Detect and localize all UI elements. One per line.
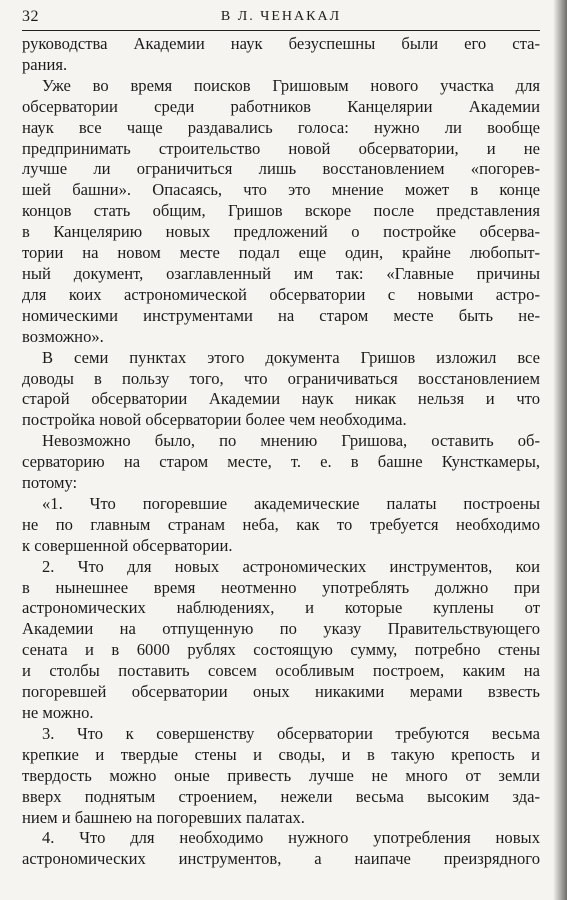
text-line: «1. Что погоревшие академические палаты построены: [42, 493, 540, 513]
text-line: 4. Что для необходимо нужного употребления новых: [42, 828, 540, 848]
text-line: возможно».: [22, 326, 104, 346]
text-line: постройка новой обсерватории более чем необходима.: [22, 410, 407, 430]
text-line: твердость можно оные привесть лучше не много от земли: [22, 765, 540, 785]
text-line: тории на новом месте подал еще один, крайне любопыт-: [22, 243, 540, 263]
text-line: нием и башнею на погоревших палатах.: [22, 807, 305, 827]
text-line: 3. Что к совершенству обсерватории требуются весьма: [42, 723, 540, 743]
text-line: сената и в 6000 рублях состоящую сумму, потребно стены: [22, 640, 540, 660]
text-line: предпринимать строительство новой обсерватории, и не: [22, 138, 540, 158]
text-line: руководства Академии наук безуспешны были его ста-: [22, 34, 540, 53]
paragraph: [22, 828, 540, 870]
text-line: старой обсерватории Академии наук никак нельзя и что: [22, 389, 540, 409]
paragraph: [22, 557, 540, 724]
text-line: обсерватории среди работников Канцелярии Академии: [22, 96, 540, 116]
text-line: Уже во время поисков Гришовым нового участка для: [42, 75, 540, 95]
text-line: погоревшей обсерватории оных никакими мерами взвесть: [22, 682, 540, 702]
text-line: потому:: [22, 473, 78, 493]
text-line: доводы в пользу того, что ограничиваться восстановлением: [22, 368, 540, 388]
text-line: астрономических инструментов, а наипаче преизрядного: [22, 849, 540, 869]
text-line: для коих астрономической обсерватории с новыми астро-: [22, 284, 540, 304]
paragraph: [22, 76, 540, 348]
text-line: не по главным странам неба, как то требуется необходимо: [22, 514, 540, 534]
text-line: в нынешнее время неотменно употреблять должно при: [22, 577, 540, 597]
paragraph: [22, 34, 540, 76]
page-header: [22, 6, 540, 31]
text-line: концов стать общим, Гришов вскоре после представления: [22, 201, 540, 221]
text-line: рания.: [22, 54, 68, 74]
text-line: ный документ, озаглавленный им так: «Главные причины: [22, 263, 540, 283]
text-line: номическими инструментами на старом месте быть не-: [22, 305, 540, 325]
text-line: крепкие и твердые стены и своды, и в такую крепость и: [22, 744, 540, 764]
text-line: наук все чаще раздавались голоса: нужно ли вообще: [22, 117, 540, 137]
text-line: серваторию на старом месте, т. е. в башне Кунсткамеры,: [22, 452, 540, 472]
text-line: Академии на отпущенную по указу Правительствующего: [22, 619, 540, 639]
paragraph: [22, 494, 540, 557]
text-line: вверх поднятым строением, нежели весьма высоким зда-: [22, 786, 540, 806]
body-text: [22, 34, 540, 870]
text-line: и столбы поставить совсем особливым построем, каким на: [22, 661, 540, 681]
text-line: Невозможно было, по мнению Гришова, оставить об-: [42, 431, 540, 451]
text-line: шей башни». Опасаясь, что это мнение может в конце: [22, 180, 540, 200]
text-line: не можно.: [22, 703, 94, 722]
running-head: В Л. ЧЕНАКАЛ: [220, 9, 342, 24]
paragraph: [22, 724, 540, 829]
text-line: В семи пунктах этого документа Гришов изложил все: [42, 347, 540, 367]
page-edge-shadow: [553, 0, 567, 900]
paragraph: [22, 348, 540, 432]
text-line: в Канцелярию новых предложений о постройке обсерва-: [22, 222, 540, 242]
text-line: лучше ли ограничиться лишь восстановлением «погорев-: [22, 159, 540, 179]
text-line: 2. Что для новых астрономических инструментов, кои: [42, 556, 540, 576]
paragraph: [22, 431, 540, 494]
text-line: к совершенной обсерватории.: [22, 535, 233, 555]
text-line: астрономических наблюдениях, и которые куплены от: [22, 598, 540, 618]
page-number: 32: [22, 8, 39, 25]
